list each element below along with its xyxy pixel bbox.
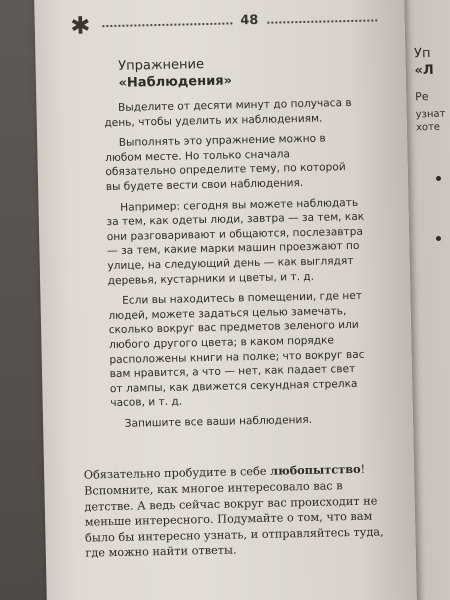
right-line-5: хоте: [415, 121, 441, 134]
dotted-rule-left: [102, 22, 232, 27]
right-line-2: «Л: [414, 62, 434, 79]
paragraph-3: Например: сегодня вы можете наблюдать за тем, как одеты люди, завтра — за тем, как они разговаривают и общаются, послезавтра — за тем, какие марки машин проезжают по улице, на следующий день — как выглядят деревья, кустарники и цветы, и т. д.: [106, 196, 365, 287]
right-bullet-2: [436, 236, 441, 241]
exercise-body: [104, 96, 369, 432]
left-page-content: [62, 2, 384, 562]
paragraph-5: Запишите все ваши наблюдения.: [124, 413, 313, 430]
asterisk-ornament-icon: ✱: [70, 11, 91, 40]
dotted-rule-right: [267, 19, 377, 23]
footer-text-start: Обязательно пробудите в себе: [83, 465, 271, 483]
right-page-content: [414, 46, 446, 134]
exercise-heading: Упражнение: [118, 57, 205, 74]
footer-bold-word: любопытство: [269, 462, 361, 479]
right-bullet-1: [436, 176, 441, 181]
footer-text-end: ! Вспомните, как многое интересовало вас в детстве. А ведь сейчас вокруг вас происходит не меньше интересного. Подумайте о том, что вам было бы интересно узнать, и отправляйтесь туда, где можно найти ответы.: [83, 463, 384, 561]
page-number: 48: [240, 12, 259, 29]
right-line-1: Уп: [413, 45, 431, 62]
paragraph-2: Выполнять это упражнение можно в любом месте. Но только сначала обязательно определите тему, по которой вы будете вести свои наблюдения.: [105, 132, 346, 194]
right-line-3: Ре: [415, 90, 429, 104]
right-line-4: узнат: [415, 108, 446, 121]
footer-note: [84, 462, 386, 562]
page-header: [62, 2, 363, 40]
paragraph-4: Если вы находитесь в помещении, где нет людей, можете задаться целью замечать, сколько вокруг вас предметов зеленого или любого другого цвета; в каком порядке расположены книги на полке; что вокруг вас вам нравится, а что — нет, как падает свет от лампы, как движется секундная стрелка часов, и т. д.: [108, 289, 365, 410]
exercise-title: «Наблюдения»: [118, 73, 233, 91]
paragraph-1: Выделите от десяти минут до получаса в день, чтобы уделить их наблюдениям.: [104, 96, 352, 129]
